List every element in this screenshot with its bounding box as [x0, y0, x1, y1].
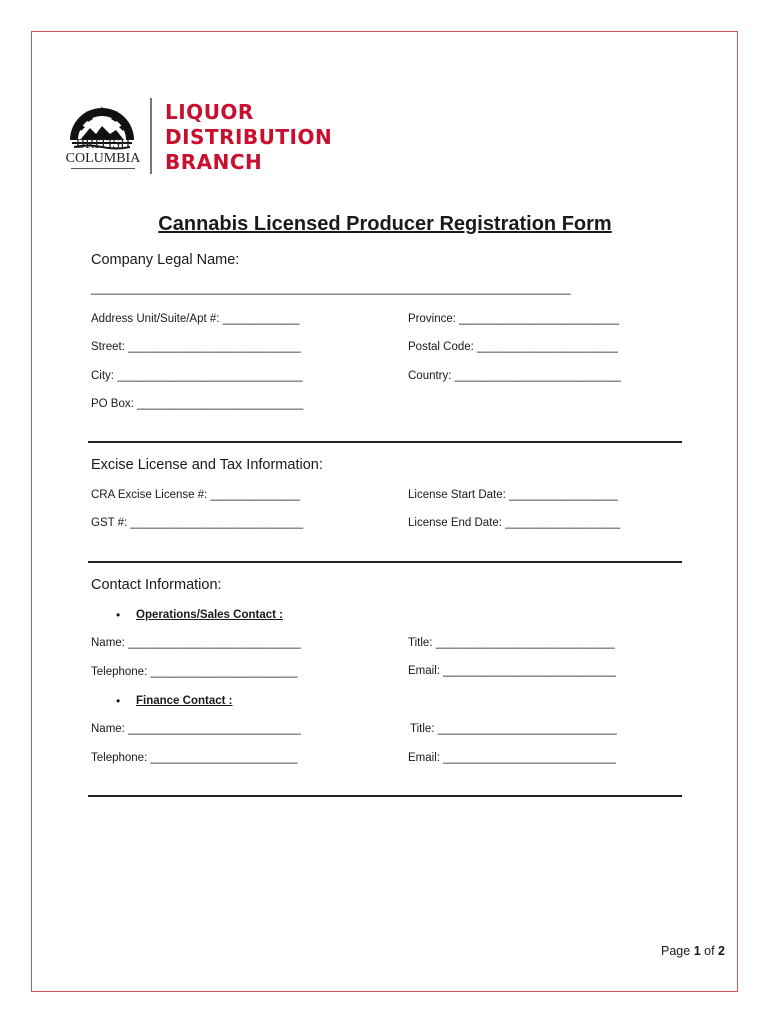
license-start-date-field[interactable]: License Start Date: _________________: [408, 489, 618, 501]
bc-line1: BRITISH: [75, 137, 131, 152]
po-box-field[interactable]: PO Box: __________________________: [91, 398, 304, 410]
ops-name-field[interactable]: Name: ___________________________: [91, 637, 301, 649]
postal-code-field[interactable]: Postal Code: ______________________: [408, 341, 618, 353]
province-field[interactable]: Province: _________________________: [408, 313, 620, 325]
company-legal-name-label: Company Legal Name:: [91, 252, 240, 268]
ops-email-field[interactable]: Email: ___________________________: [408, 665, 616, 677]
ops-telephone-field[interactable]: Telephone: _______________________: [91, 666, 298, 678]
section-divider: [88, 795, 682, 797]
finance-title-field[interactable]: Title: ____________________________: [410, 723, 617, 735]
page-number: [661, 944, 725, 958]
section-divider: [88, 561, 682, 563]
address-unit-field[interactable]: Address Unit/Suite/Apt #: ____________: [91, 313, 300, 325]
page-total: 2: [718, 944, 725, 958]
ldb-line1: LIQUOR: [165, 100, 254, 124]
bullet-icon: •: [116, 694, 121, 708]
finance-telephone-field[interactable]: Telephone: _______________________: [91, 752, 298, 764]
license-end-date-field[interactable]: License End Date: __________________: [408, 517, 621, 529]
city-field[interactable]: City: _____________________________: [91, 370, 303, 382]
logo-divider: [150, 98, 152, 174]
page-num: 1: [693, 944, 701, 958]
bc-underline: [71, 168, 135, 169]
finance-name-field[interactable]: Name: ___________________________: [91, 723, 301, 735]
bc-wordmark: [64, 138, 142, 169]
page-word: Page: [661, 944, 691, 958]
bc-line2: COLUMBIA: [65, 151, 141, 166]
finance-contact-heading: Finance Contact :: [136, 695, 233, 707]
contact-section-label: Contact Information:: [91, 577, 222, 593]
ops-title-field[interactable]: Title: ____________________________: [408, 637, 615, 649]
of-word: of: [704, 944, 715, 958]
operations-contact-heading: Operations/Sales Contact :: [136, 609, 283, 621]
gst-field[interactable]: GST #: ___________________________: [91, 517, 304, 529]
ldb-line3: BRANCH: [165, 150, 263, 174]
section-divider: [88, 441, 682, 443]
company-legal-name-field[interactable]: ___________________________________________________________________________: [91, 283, 571, 295]
cra-excise-license-field[interactable]: CRA Excise License #: ______________: [91, 489, 301, 501]
finance-email-field[interactable]: Email: ___________________________: [408, 752, 616, 764]
bullet-icon: •: [116, 608, 121, 622]
page-title: Cannabis Licensed Producer Registration Form: [158, 213, 612, 235]
country-field[interactable]: Country: __________________________: [408, 370, 621, 382]
street-field[interactable]: Street: ___________________________: [91, 341, 301, 353]
ldb-wordmark: [165, 100, 332, 175]
excise-section-label: Excise License and Tax Information:: [91, 457, 323, 473]
ldb-line2: DISTRIBUTION: [165, 125, 333, 149]
